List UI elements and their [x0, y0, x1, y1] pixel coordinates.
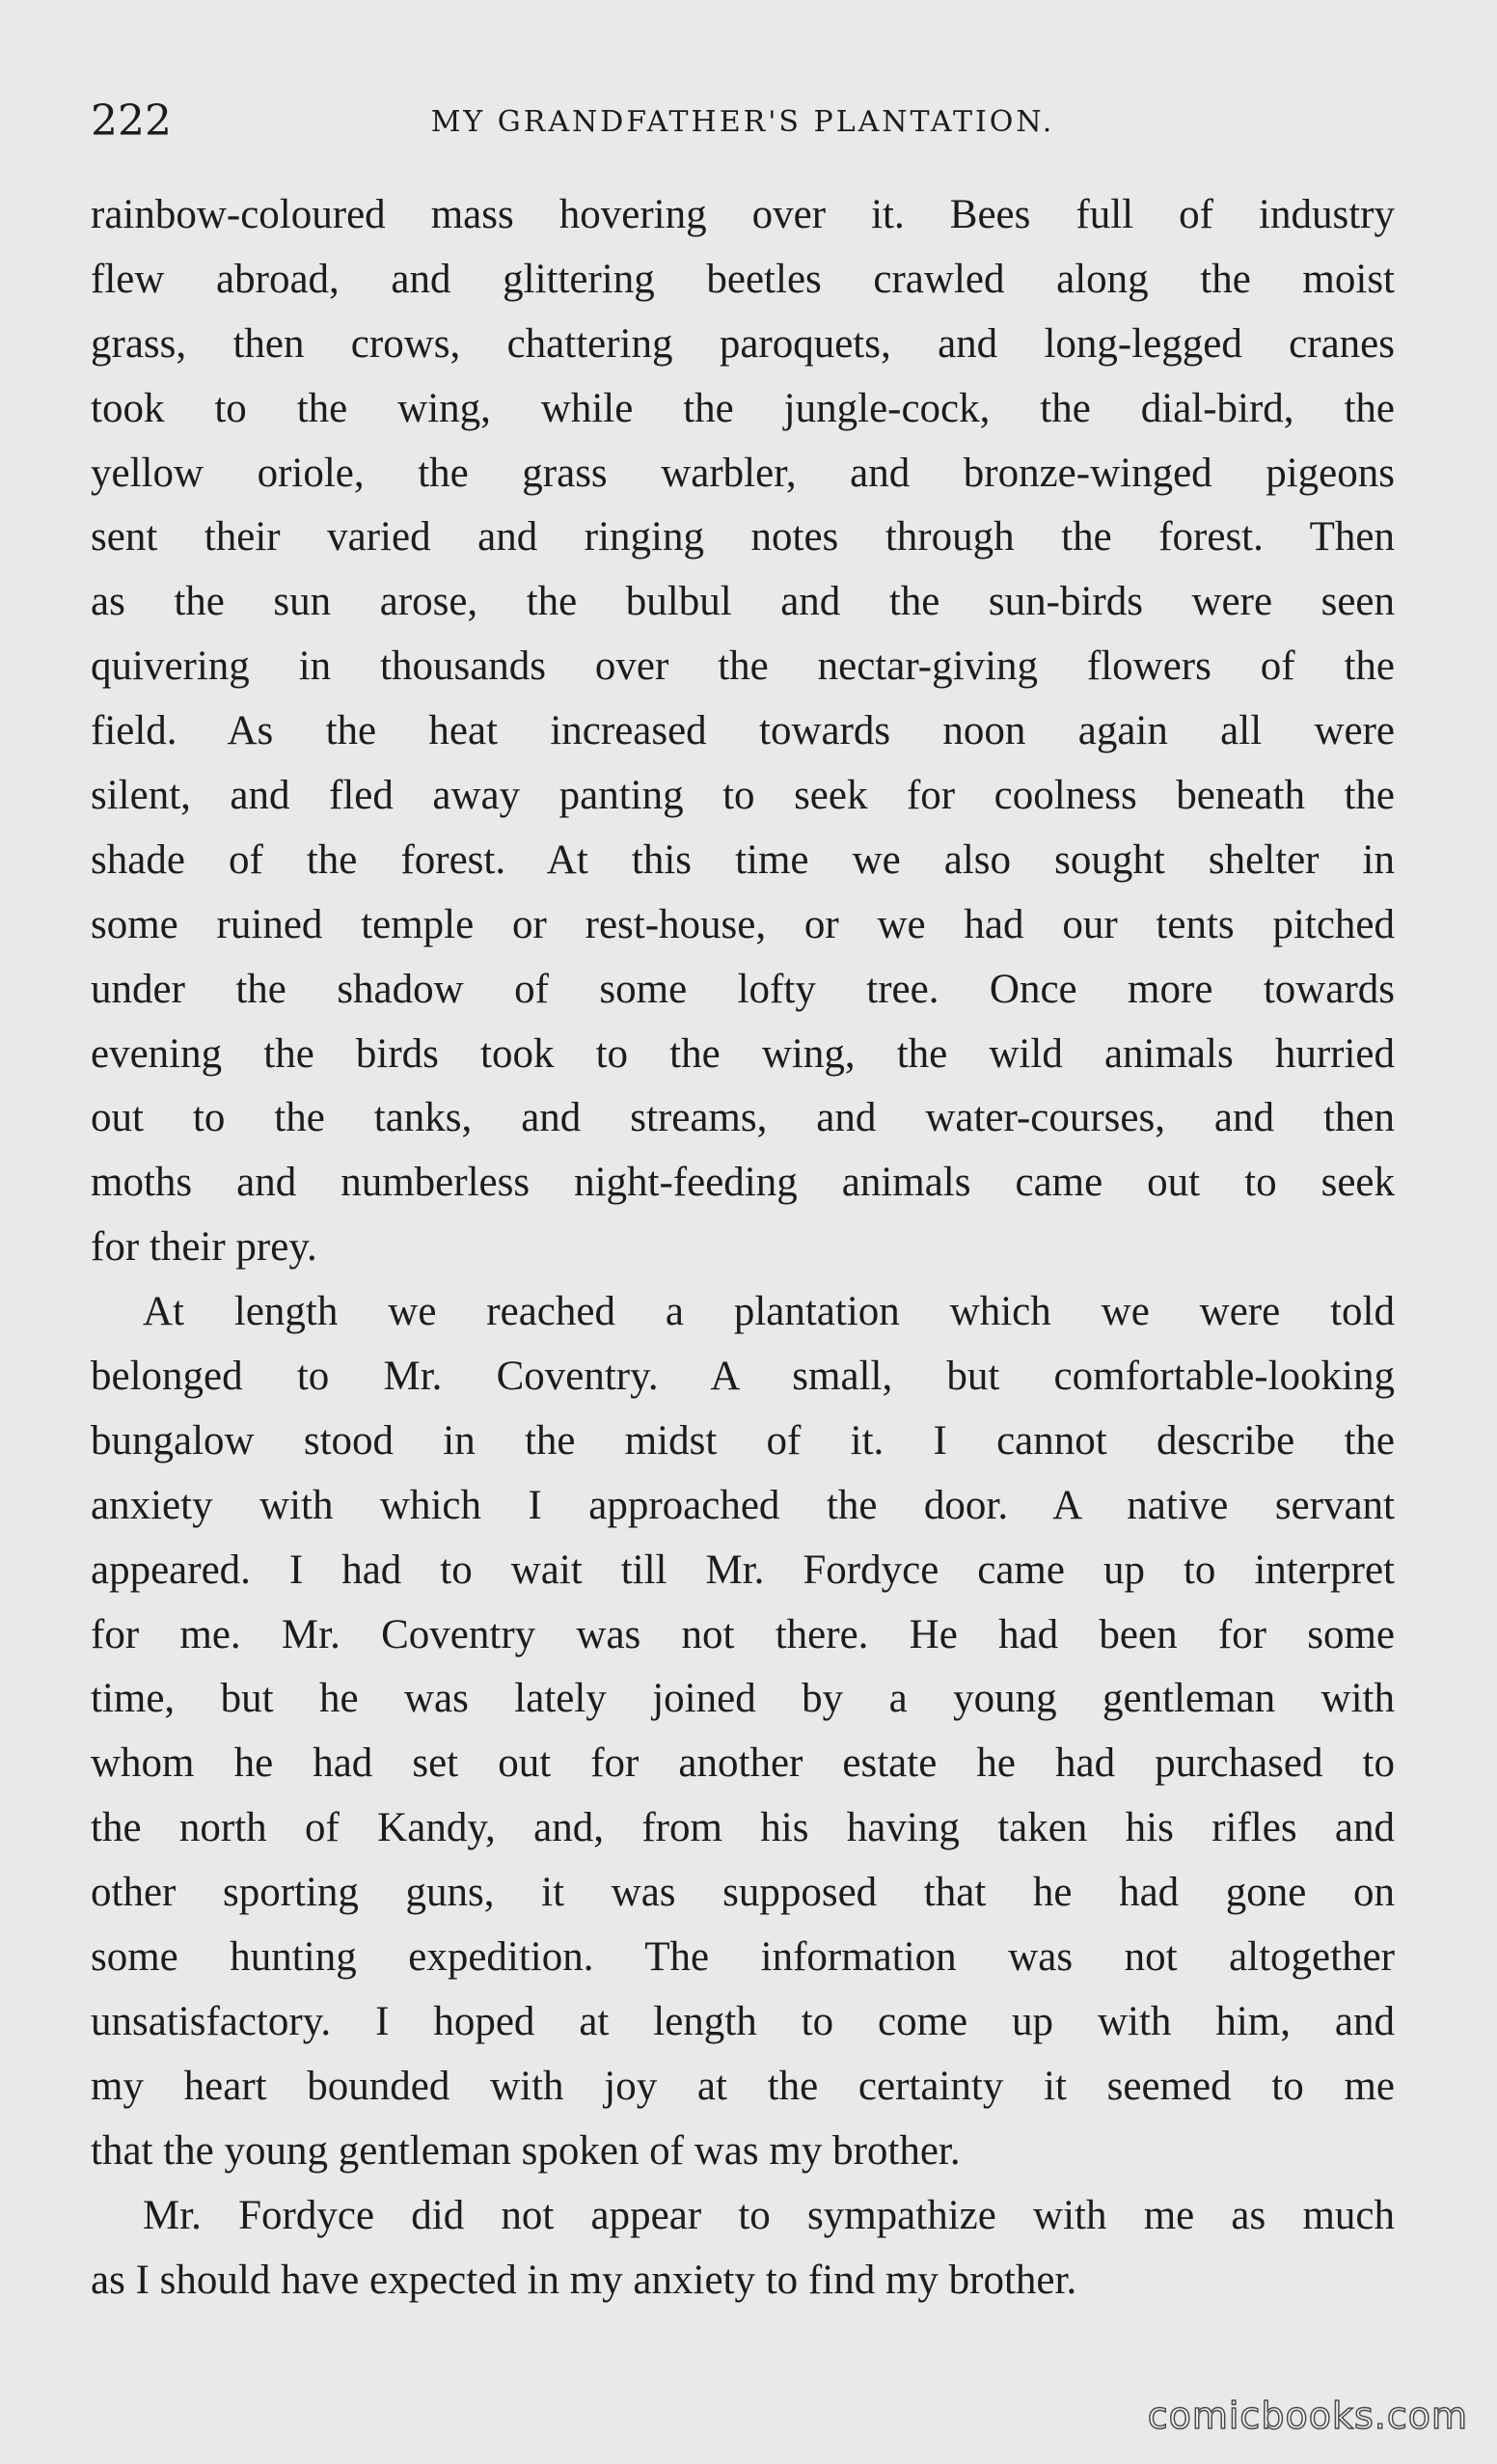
paragraph	[91, 1280, 1395, 2183]
paragraph	[91, 183, 1395, 1280]
text-line: other sporting guns, it was supposed that he had gone on	[91, 1870, 1395, 1916]
paragraph	[91, 2184, 1395, 2313]
text-line: the north of Kandy, and, from his having taken his rifles and	[91, 1805, 1395, 1851]
page-number: 222	[91, 96, 172, 146]
watermark: comicbooks.com	[1147, 2395, 1468, 2437]
text-line: for their prey.	[91, 1224, 317, 1271]
text-line: silent, and fled away panting to seek for coolness beneath the	[91, 773, 1395, 819]
text-line: anxiety with which I approached the door. A native servant	[91, 1482, 1395, 1528]
text-line: whom he had set out for another estate he had purchased to	[91, 1740, 1395, 1787]
running-title: MY GRANDFATHER'S PLANTATION.	[430, 105, 1055, 139]
text-line: some ruined temple or rest-house, or we had our tents pitched	[91, 901, 1395, 947]
text-line: some hunting expedition. The information was not altogether	[91, 1934, 1395, 1981]
text-line: unsatisfactory. I hoped at length to come up with him, and	[91, 1998, 1395, 2044]
text-line: bungalow stood in the midst of it. I cannot describe the	[91, 1417, 1395, 1464]
text-line: for me. Mr. Coventry was not there. He had been for some	[91, 1611, 1395, 1657]
text-line: as I should have expected in my anxiety to find my brother.	[91, 2257, 1077, 2303]
text-line: sent their varied and ringing notes through the forest. Then	[91, 514, 1395, 561]
text-line: belonged to Mr. Coventry. A small, but comfortable-looking	[91, 1354, 1395, 1400]
text-line: moths and numberless night-feeding animals came out to seek	[91, 1160, 1395, 1206]
text-line: yellow oriole, the grass warbler, and bronze-winged pigeons	[91, 450, 1395, 496]
running-head	[91, 93, 1395, 151]
text-line: grass, then crows, chattering paroquets, and long-legged cranes	[91, 320, 1395, 367]
text-line: rainbow-coloured mass hovering over it. Bees full of industry	[91, 192, 1395, 237]
text-line: shade of the forest. At this time we also sought shelter in	[91, 836, 1395, 883]
text-line: took to the wing, while the jungle-cock, the dial-bird, the	[91, 385, 1395, 431]
text-line: time, but he was lately joined by a young gentleman with	[91, 1676, 1395, 1722]
text-line: out to the tanks, and streams, and water-courses, and then	[91, 1095, 1395, 1141]
text-line: under the shadow of some lofty tree. Once more towards	[91, 966, 1395, 1012]
text-line: flew abroad, and glittering beetles crawled along the moist	[91, 256, 1395, 302]
text-line: field. As the heat increased towards noon again all were	[91, 708, 1395, 754]
text-line: evening the birds took to the wing, the wild animals hurried	[91, 1030, 1395, 1077]
text-line: appeared. I had to wait till Mr. Fordyce came up to interpret	[91, 1547, 1395, 1593]
text-line: that the young gentleman spoken of was my brother.	[91, 2127, 961, 2174]
text-line: At length we reached a plantation which we were told	[143, 1289, 1395, 1335]
body-text	[91, 183, 1395, 2313]
text-line: as the sun arose, the bulbul and the sun-birds were seen	[91, 579, 1395, 625]
text-line: quivering in thousands over the nectar-giving flowers of the	[91, 643, 1395, 690]
text-line: Mr. Fordyce did not appear to sympathize with me as much	[143, 2192, 1395, 2238]
text-line: my heart bounded with joy at the certainty it seemed to me	[91, 2063, 1395, 2109]
